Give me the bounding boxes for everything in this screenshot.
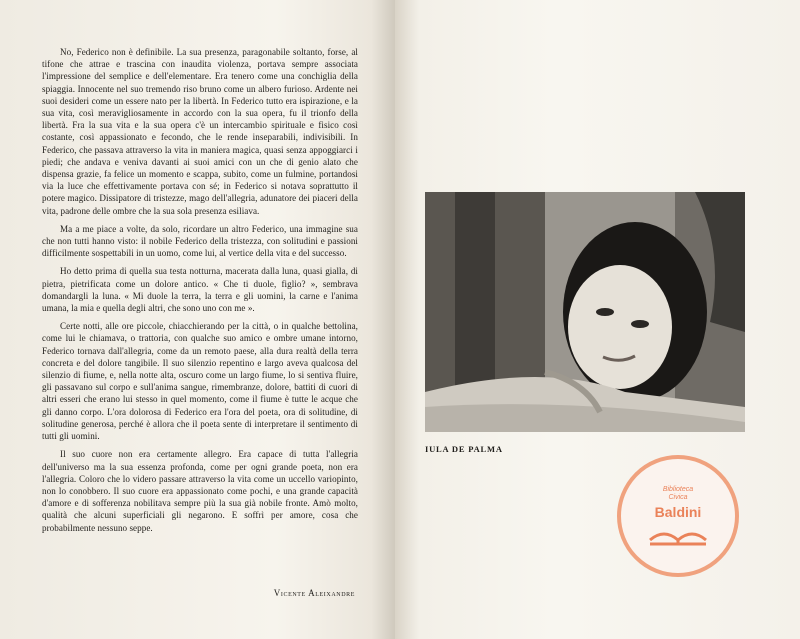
paragraph: Ma a me piace a volte, da solo, ricordare un altro Federico, una immagine sua che non tutti hanno visto: il nobile Federico della tristezza, con solitudini e passioni difficilmente sospettabili in un uomo, come lui, al vertice della vita e del successo.: [42, 223, 358, 259]
author-signature: Vicente Aleixandre: [273, 588, 355, 598]
portrait-photo: [425, 192, 745, 432]
article-text: [42, 46, 358, 540]
paragraph: No, Federico non è definibile. La sua presenza, paragonabile soltanto, forse, al tifone che attrae e trascina con inaudita violenza, portava sempre associata l'impressione del semplice e dell'elementare. Era tenero come una conchiglia della spiaggia. Innocente nel suo tremendo riso bruno come un albero furioso. Ardente nei suoi desideri come un essere nato per la libertà. In Federico tutto era ispirazione, e la sua vita, così meravigliosamente in accordo con la sua opera, fu il trionfo della libertà. Fra la sua vita e la sua opera c'è un intercambio spirituale e fisico così costante, così appassionato e fecondo, che le rende inseparabili, indivisibili. In Federico, che passava attraverso la vita in maniera magica, quasi senza appoggiarci i piedi; che andava e veniva davanti ai suoi amici con un che di genio alato che dispensa grazie, fa felice un momento e scappa, subito, come un fulmine, portandosi via la luce che effettivamente portava con sé; in Federico si notava soprattutto il potere magico. Dissipatore di tristezze, mago dell'allegria, adunatore dei piaceri della vita, padrone delle ombre che la sua sola presenza esiliava.: [42, 47, 358, 216]
photo-caption: IULA DE PALMA: [425, 444, 503, 454]
stamp-line-2: Civica: [668, 494, 688, 501]
portrait-image: [425, 192, 745, 432]
right-page: [395, 0, 800, 639]
open-book-icon: [646, 520, 710, 546]
paragraph: Certe notti, alle ore piccole, chiacchierando per la città, o in qualche bettolina, come lui le chiamava, o trattoria, con qualche suo amico e ombre umane intorno, Federico tornava dall'allegria, come da un remoto paese, alla dura realtà della terra concreta e del dolore tangibile. Il suo silenzio repentino e largo aveva qualcosa del silenzio di fiume, e, nella notte alta, oscuro come un largo fiume, lo si sentiva fluire, gli passavano sul corpo e sull'anima sangue, rimembranze, dolore, battiti di cuori di altri esseri che erano lui stesso in quel momento, come il fiume è tutte le acque che gli danno corpo. L'ora dolorosa di Federico era l'ora del poeta, ora di solitudine, di solitudine generosa, perché è allora che il poeta sente di interpretare il sentimento di tutti gli uomini.: [42, 321, 358, 442]
library-stamp: [617, 455, 739, 577]
paragraph: Il suo cuore non era certamente allegro. Era capace di tutta l'allegria dell'universo ma la sua essenza profonda, come per ogni grande poeta, non era l'allegria. Coloro che lo videro passare attraverso la vita come un uccello variopinto, non lo conobbero. Il suo cuore era appassionato come pochi, e una grande capacità d'amore e di sofferenza nobilitava sempre più la sua già nobile fronte. Amò molto, qualità che alcuni superficiali gli negarono. E soffrì per amore, cosa che probabilmente nessuno seppe.: [42, 449, 358, 533]
stamp-name: Baldini: [654, 504, 702, 520]
paragraph: Ho detto prima di quella sua testa notturna, macerata dalla luna, quasi gialla, di pietra, pietrificata come un dolore antico. « Che ti duole, figlio? », sembrava domandargli la luna. « Mi duole la terra, la terra e gli uomini, la carne e l'anima umana, la mia e quella degli altri, che sono uno con me ».: [42, 266, 358, 314]
left-page: [0, 0, 395, 639]
stamp-line-1: Biblioteca: [662, 486, 694, 493]
